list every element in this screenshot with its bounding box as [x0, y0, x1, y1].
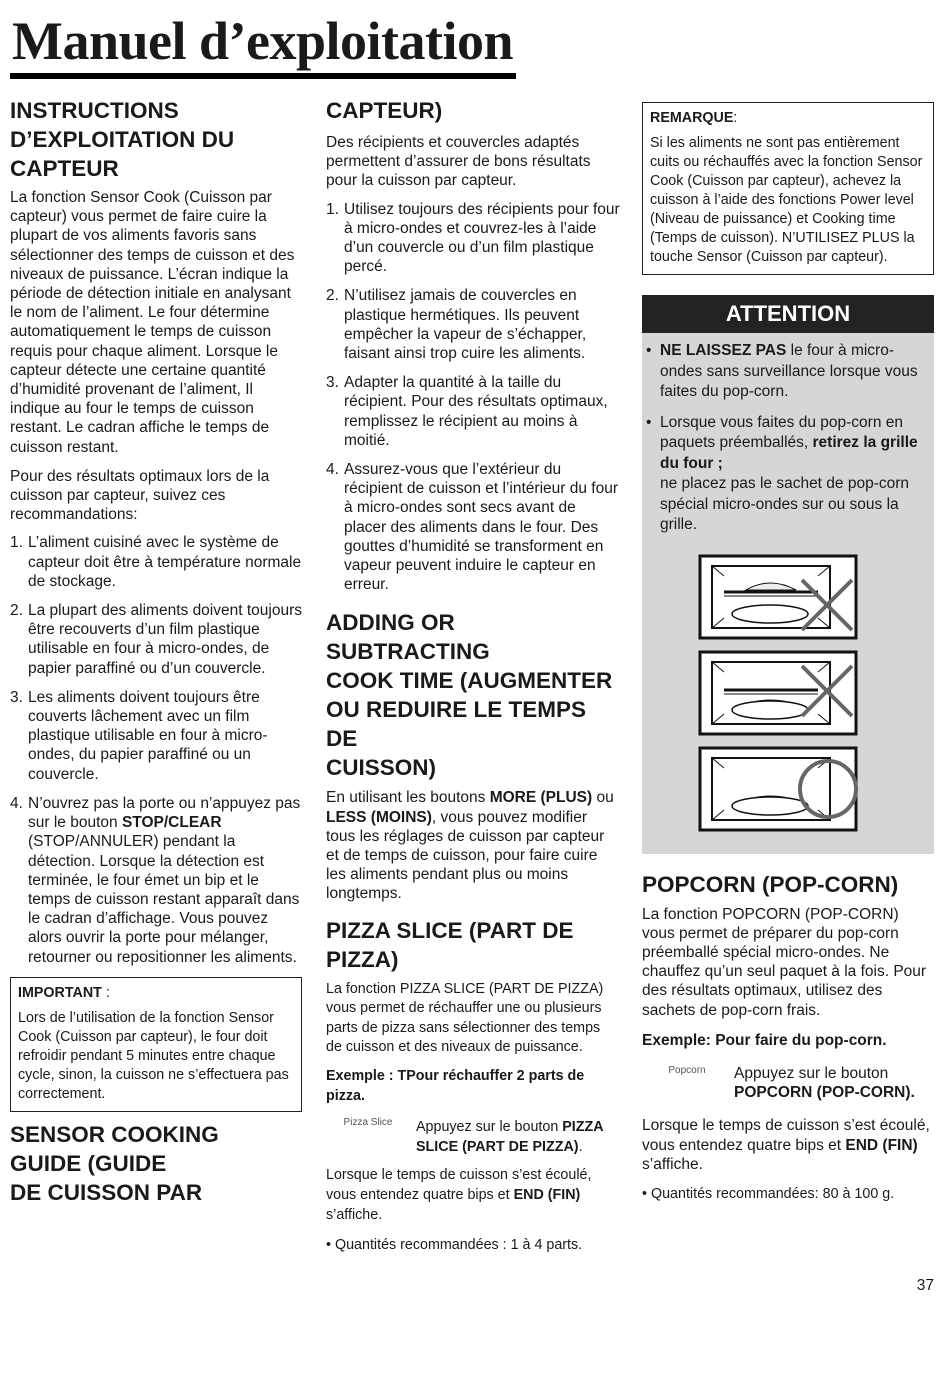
microwave-illustrations [642, 546, 934, 854]
column-1 [10, 96, 302, 1207]
sensor-intro-text-2: Pour des résultats optimaux lors de la cuisson par capteur, suivez ces recommandations: [10, 467, 270, 524]
attention-list [642, 333, 934, 536]
sensor-instructions-heading: INSTRUCTIONS D’EXPLOITATION DU CAPTEUR [10, 98, 235, 181]
microwave-rack-crossed-icon [698, 650, 862, 738]
title-underline [10, 73, 516, 79]
attention-heading: ATTENTION [642, 295, 934, 333]
column-2 [326, 96, 620, 1256]
pizza-end-text: Lorsque le temps de cuisson s’est écoulé, vous entendez quatre bips et END (FIN) s’affiche. [326, 1167, 592, 1223]
container-tips-list [326, 200, 620, 595]
adjust-time-heading: ADDING OR SUBTRACTING COOK TIME (AUGMENTER OU REDUIRE LE TEMPS DE CUISSON) [326, 610, 613, 781]
adjust-time-text: En utilisant les boutons MORE (PLUS) ou LESS (MOINS), vous pouvez modifier tous les réglages de cuisson par capteur et de temps de cuisson, pour faire cuire les aliments pendant plus ou moins longtemps. [326, 789, 614, 903]
pizza-example-step [326, 1118, 620, 1157]
popcorn-example-step [642, 1064, 934, 1102]
important-text: Lors de l’utilisation de la fonction Sensor Cook (Cuisson par capteur), le four doit refroidir pendant 5 minutes entre chaque cycle, sinon, la cuisson ne s’effectuera pas correctement. [18, 1009, 289, 1102]
list-item: 4. Assurez-vous que l’extérieur du récipient de cuisson et l’intérieur du four à micro-ondes sont secs avant de placer des aliments dans le four. Des gouttes d’humidité se transforment en vapeur peuvent induire le capteur en erreur. [326, 461, 618, 594]
list-item: 2. N’utilisez jamais de couvercles en plastique hermétiques. Ils peuvent empêcher la vapeur de s’échapper, faisant ainsi trop cuire les aliments. [326, 287, 587, 363]
sensor-guide-heading: SENSOR COOKING GUIDE (GUIDE DE CUISSON PAR [10, 1121, 219, 1205]
page-number: 37 [916, 1277, 934, 1294]
popcorn-step-text: Appuyez sur le bouton POPCORN (POP-CORN). [734, 1064, 915, 1102]
popcorn-end-text: Lorsque le temps de cuisson s’est écoulé, vous entendez quatre bips et END (FIN) s’affiche. [642, 1117, 930, 1173]
list-item: 3. Les aliments doivent toujours être couverts lâchement avec un film plastique utilisable en four à micro-ondes, du papier paraffiné ou un couvercle. [10, 688, 268, 783]
pizza-quantity: • Quantités recommandées : 1 à 4 parts. [326, 1237, 583, 1254]
pizza-slice-heading: PIZZA SLICE (PART DE PIZZA) [326, 917, 574, 972]
attention-box [642, 295, 934, 854]
list-item: 2. La plupart des aliments doivent toujours être recouverts d’un film plastique utilisable en four à micro-ondes, de papier paraffiné ou d’un couvercle. [10, 602, 302, 677]
list-item: • NE LAISSEZ PAS le four à micro-ondes sans surveillance lorsque vous faites du pop-corn. [646, 342, 918, 400]
microwave-no-rack-circled-icon [698, 746, 862, 834]
list-item: • Lorsque vous faites du pop-corn en paquets préemballés, retirez la grille du four ; ne placez pas le sachet de pop-corn spécial micro-ondes sur ou sous la grille. [646, 413, 918, 533]
important-label: IMPORTANT [18, 984, 102, 1001]
popcorn-intro-text: La fonction POPCORN (POP-CORN) vous permet de préparer du pop-corn préemballé spécial micro-ondes. Ne chauffez qu’un seul paquet à la fois. Pour des résultats optimaux, utilisez des sachets de pop-corn frais. [642, 905, 927, 1019]
sensor-guide-heading-continued: CAPTEUR) [326, 98, 443, 123]
pizza-intro-text: La fonction PIZZA SLICE (PART DE PIZZA) vous permet de réchauffer une ou plusieurs parts de pizza sans sélectionner des temps de cuisson et des niveaux de puissance. [326, 980, 604, 1056]
pizza-step-text: Appuyez sur le bouton PIZZA SLICE (PART DE PIZZA). [416, 1119, 604, 1155]
guide-intro-text: Des récipients et couvercles adaptés permettent d’assurer de bons résultats pour la cuisson par capteur. [326, 134, 591, 190]
list-item: 1. L’aliment cuisiné avec le système de capteur doit être à température normale de stockage. [10, 534, 302, 590]
pizza-slice-button-icon: Pizza Slice [343, 1117, 393, 1129]
microwave-rack-crossed-icon [698, 554, 862, 642]
popcorn-example: Exemple: Pour faire du pop-corn. [642, 1031, 887, 1049]
list-item: 4. N’ouvrez pas la porte ou n’appuyez pas sur le bouton STOP/CLEAR (STOP/ANNULER) pendant la détection. Lorsque la détection est terminée, le four émet un bip et le temps de cuisson restant apparaît dans le cadran d’affichage. Vous pouvez alors ouvrir la porte pour mélanger, retourner ou repositionner les aliments. [10, 794, 301, 966]
remarque-label: REMARQUE [650, 110, 734, 126]
remarque-box: REMARQUE: Si les aliments ne sont pas entièrement cuits ou réchauffés avec la fonction Sensor Cook (Cuisson par capteur), achevez la cuisson à l’aide des fonctions Power level (Niveau de puissance) et Cooking time (Temps de cuisson). N’UTILISEZ PLUS la touche Sensor (Cuisson par capteur). [642, 102, 934, 275]
pizza-example: Exemple : TPour réchauffer 2 parts de pizza. [326, 1068, 585, 1104]
important-box: IMPORTANT : Lors de l’utilisation de la fonction Sensor Cook (Cuisson par capteur), le four doit refroidir pendant 5 minutes entre chaque cycle, sinon, la cuisson ne s’effectuera pas correctement. [10, 977, 302, 1112]
remarque-text: Si les aliments ne sont pas entièrement cuits ou réchauffés avec la fonction Sensor Cook (Cuisson par capteur), achevez la cuisson à l’aide des fonctions Power level (Niveau de puissance) et Cooking time (Temps de cuisson). N’UTILISEZ PLUS la touche Sensor (Cuisson par capteur). [650, 135, 923, 265]
sensor-intro-text: La fonction Sensor Cook (Cuisson par capteur) vous permet de faire cuire la plupart de vos aliments favoris sans sélectionner des temps de cuisson et des niveaux de puissance. L’écran indique la période de détection initiale en analysant le nom de l’aliment. Le four détermine automatiquement le temps de cuisson requis pour chaque aliment. Lorsque le capteur détecte une certaine quantité d’humidité provenant de l’aliment, Il indique au four le temps de cuisson restant. Le cadran affiche le temps de cuisson restant. [10, 189, 295, 456]
list-item: 1. Utilisez toujours des récipients pour four à micro-ondes et couvrez-les à l’aide d’un couvercle ou d’un film plastique percé. [326, 200, 620, 276]
popcorn-quantity: • Quantités recommandées: 80 à 100 g. [642, 1185, 895, 1202]
list-item: 3. Adapter la quantité à la taille du récipient. Pour des résultats optimaux, remplissez le récipient au moins à moitié. [326, 374, 608, 449]
popcorn-heading: POPCORN (POP-CORN) [642, 871, 899, 897]
page-title: Manuel d’exploitation [12, 11, 514, 71]
sensor-recommendations-list [10, 533, 302, 966]
popcorn-button-icon: Popcorn [668, 1064, 706, 1076]
column-3 [642, 96, 934, 1205]
